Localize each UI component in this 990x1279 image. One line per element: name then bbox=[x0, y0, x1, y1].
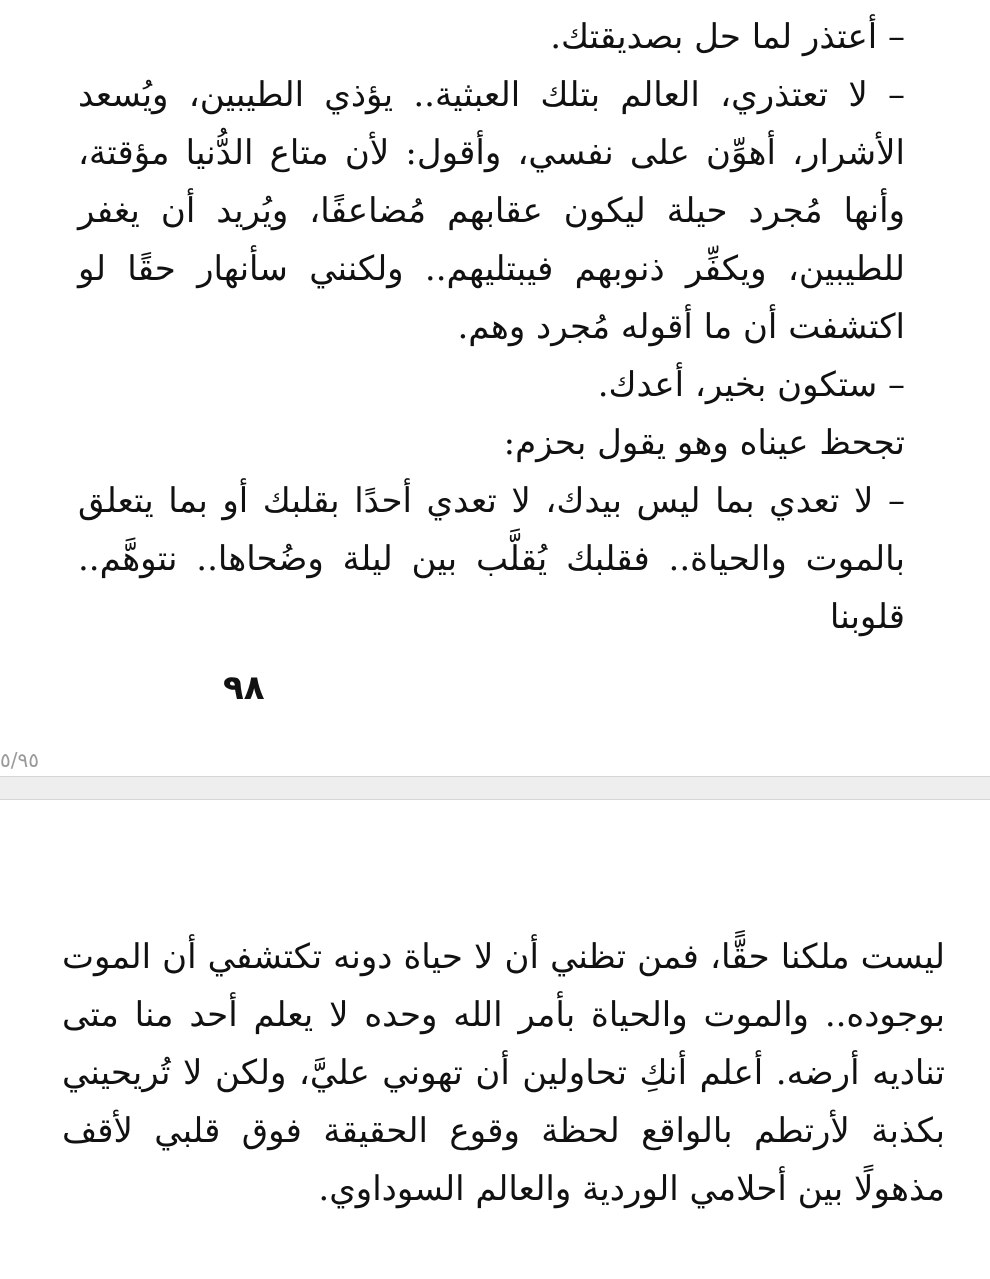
page-number: ٩٨ bbox=[223, 668, 265, 708]
paragraph-heart: – لا تعدي بما ليس بيدك، لا تعدي أحدًا بقلبك أو بما يتعلق بالموت والحياة.. فقلبك يُقلَّب بين ليلة وضُحاها.. نتوهَّم.. قلوبنا bbox=[78, 481, 905, 637]
page-text-bottom bbox=[62, 928, 945, 1218]
page-text-top bbox=[78, 8, 905, 646]
paragraph-continuation: ليست ملكنا حقًّا، فمن تظني أن لا حياة دونه تكتشفي أن الموت بوجوده.. والموت والحياة بأمر الله وحده لا يعلم أحد منا متى تناديه أرضه. أعلم أنكِ تحاولين أن تهوني عليَّ، ولكن لا تُريحيني بكذبة لأرتطم بالواقع لحظة وقوع الحقيقة فوق قلبي لأقف مذهولًا بين أحلامي الوردية والعالم السوداوي. bbox=[62, 937, 945, 1209]
paragraph-apology: – أعتذر لما حل بصديقتك. bbox=[550, 17, 905, 57]
paragraph-world-absurdity: – لا تعتذري، العالم بتلك العبثية.. يؤذي الطيبين، ويُسعد الأشرار، أهوِّن على نفسي، وأقول: لأن متاع الدُّنيا مؤقتة، وأنها مُجرد حيلة ليكون عقابهم مُضاعفًا، ويُريد أن يغفر للطيبين، ويكفِّر ذنوبهم فيبتليهم.. ولكنني سأنهار حقًا لو اكتشفت أن ما أقوله مُجرد وهم. bbox=[78, 75, 905, 347]
page-divider bbox=[0, 776, 990, 800]
paragraph-narration: تجحظ عيناه وهو يقول بحزم: bbox=[503, 423, 905, 463]
reading-progress: ٥/٩٥ bbox=[0, 748, 39, 772]
paragraph-promise: – ستكون بخير، أعدك. bbox=[597, 365, 905, 405]
